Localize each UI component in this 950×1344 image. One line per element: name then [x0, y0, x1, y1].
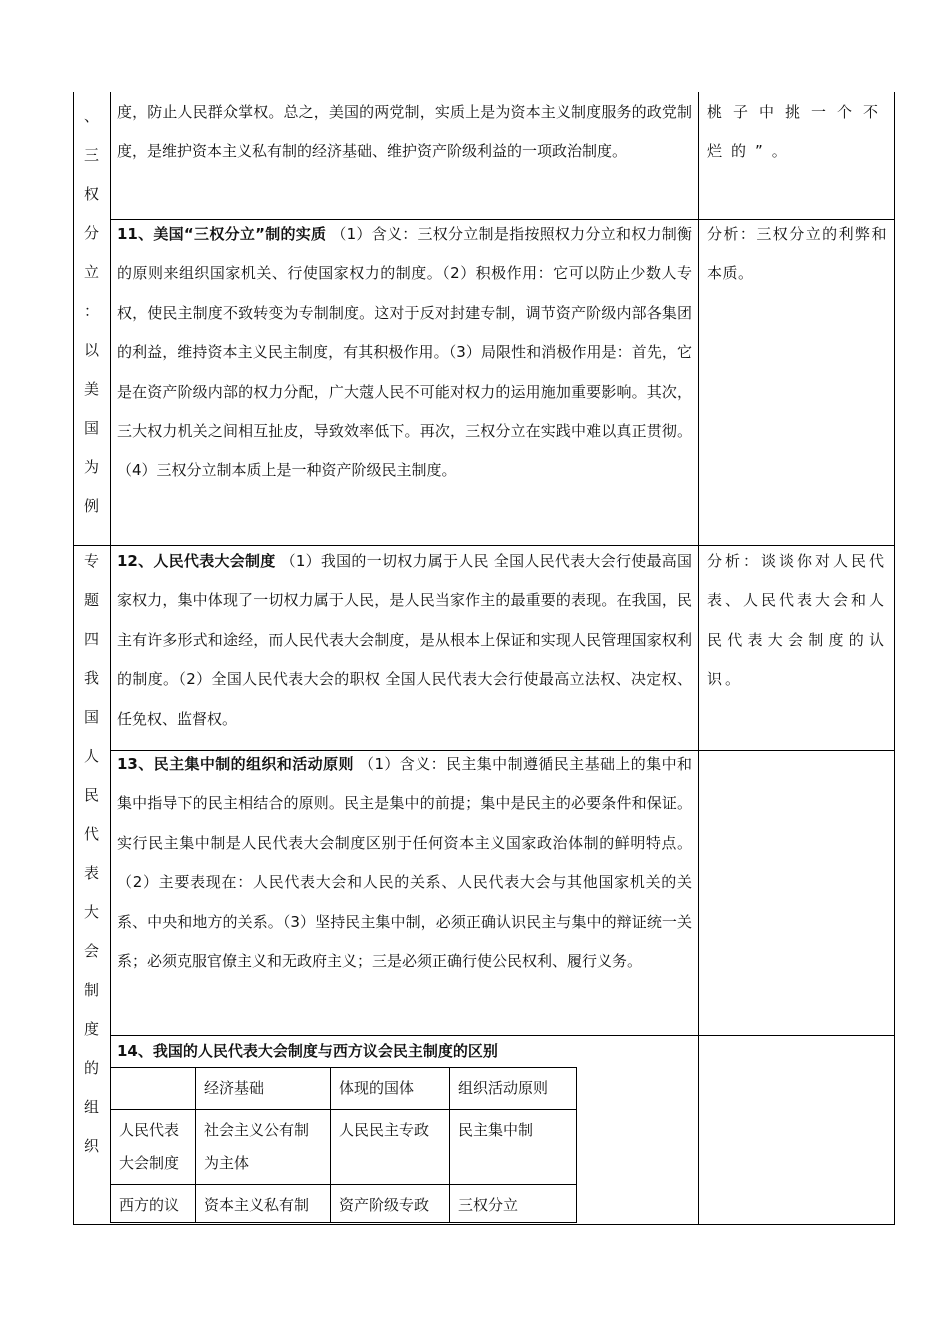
table-cell: 人民民主专政: [331, 1110, 450, 1185]
left-char: 我: [83, 669, 99, 687]
left-char: 为: [83, 458, 99, 476]
section-13-content: [117, 745, 692, 981]
section-13-heading: 13、民主集中制的组织和活动原则: [117, 755, 354, 773]
left-char: 以: [83, 341, 99, 359]
left-char: 人: [83, 747, 99, 765]
left-char: 题: [83, 591, 99, 609]
table-border-right: [894, 92, 895, 1225]
section-11-heading: 11、美国“三权分立”制的实质: [117, 225, 327, 243]
table-border-bottom: [73, 1224, 895, 1225]
table-cell: 资本主义私有制: [196, 1185, 331, 1223]
left-char: 表: [83, 864, 99, 882]
comparison-table: [110, 1067, 577, 1223]
section-12-content: [117, 542, 692, 739]
section-11-note: 分析：三权分立的利弊和本质。: [707, 225, 887, 283]
left-char: 会: [83, 942, 99, 960]
table-cell: 资产阶级专政: [331, 1185, 450, 1223]
section-14-content: [117, 1032, 692, 1071]
section-12-heading: 12、人民代表大会制度: [117, 552, 276, 570]
left-column-section-1: [74, 97, 109, 526]
table-cell: 社会主义公有制为主体: [196, 1110, 331, 1185]
left-char: 权: [83, 185, 99, 203]
header-cell: 经济基础: [196, 1068, 331, 1110]
left-char: 的: [83, 1059, 99, 1077]
table-border-col1: [110, 92, 111, 1067]
left-char: 美: [83, 380, 99, 398]
table-cell: 三权分立: [450, 1185, 577, 1223]
table-cell: 民主集中制: [450, 1110, 577, 1185]
left-char: 立: [83, 263, 99, 281]
left-char: 四: [83, 630, 99, 648]
table-border-col2: [698, 92, 699, 1225]
left-char: 大: [83, 903, 99, 921]
left-char: 专: [83, 552, 99, 570]
left-char: 国: [83, 708, 99, 726]
table-row: [111, 1185, 577, 1223]
section-12-text: （1）我国的一切权力属于人民 全国人民代表大会行使最高国家权力，集中体现了一切权力属于人民，是人民当家作主的最重要的表现。在我国，民主有许多形式和途经，而人民代表大会制度，是从根本上保证和实现人民管理国家权利的制度。（2）全国人民代表大会的职权 全国人民代表大会行使最高立法权、决定权、任免权、监督权。: [117, 552, 692, 728]
section-13-text: （1）含义：民主集中制遵循民主基础上的集中和集中指导下的民主相结合的原则。民主是集中的前提；集中是民主的必要条件和保证。实行民主集中制是人民代表大会制度区别于任何资本主义国家政治体制的鲜明特点。（2）主要表现在：人民代表大会和人民的关系、人民代表大会与其他国家机关的关系、中央和地方的关系。（3）坚持民主集中制，必须正确认识民主与集中的辩证统一关系；必须克服官僚主义和无政府主义；三是必须正确行使公民权利、履行义务。: [117, 755, 692, 971]
left-char: 国: [83, 419, 99, 437]
row-1-text: 度，防止人民群众掌权。总之，美国的两党制，实质上是为资本主义制度服务的政党制度，是维护资本主义私有制的经济基础、维护资产阶级利益的一项政治制度。: [117, 103, 692, 161]
left-char: 织: [83, 1137, 99, 1155]
section-11-text: （1）含义：三权分立制是指按照权力分立和权力制衡的原则来组织国家机关、行使国家权力的制度。（2）积极作用：它可以防止少数人专权，使民主制度不致转变为专制制度。这对于反对封建专制，调节资产阶级内部各集团的利益，维持资本主义民主制度，有其积极作用。（3）局限性和消极作用是：首先，它是在资产阶级内部的权力分配，广大蔻人民不可能对权力的运用施加重要影响。其次，三大权力机关之间相互扯皮，导致效率低下。再次，三权分立在实践中难以真正贯彻。（4）三权分立制本质上是一种资产阶级民主制度。: [117, 225, 693, 480]
left-char: ：: [83, 302, 99, 320]
row-1-note: 桃子中挑一个不烂的”。: [707, 103, 887, 161]
left-column-section-2: [74, 542, 109, 1166]
section-12-note: 分析：谈谈你对人民代表、人民代表大会和人民代表大会制度的认识。: [707, 552, 888, 689]
row-1-content: [117, 93, 692, 172]
left-char: 分: [83, 224, 99, 242]
left-char: 制: [83, 981, 99, 999]
left-char: 、: [83, 107, 99, 125]
header-cell: 组织活动原则: [450, 1068, 577, 1110]
comparison-header-row: [111, 1068, 577, 1110]
left-char: 民: [83, 786, 99, 804]
table-cell: 西方的议: [111, 1185, 196, 1223]
header-cell: 体现的国体: [331, 1068, 450, 1110]
left-char: 度: [83, 1020, 99, 1038]
header-cell-empty: [111, 1068, 196, 1110]
left-char: 代: [83, 825, 99, 843]
left-char: 三: [83, 146, 99, 164]
table-row: [111, 1110, 577, 1185]
section-14-heading: 14、我国的人民代表大会制度与西方议会民主制度的区别: [117, 1042, 498, 1060]
left-char: 组: [83, 1098, 99, 1116]
table-cell: 人民代表大会制度: [111, 1110, 196, 1185]
left-char: 例: [83, 497, 99, 515]
section-11-content: [117, 215, 692, 491]
